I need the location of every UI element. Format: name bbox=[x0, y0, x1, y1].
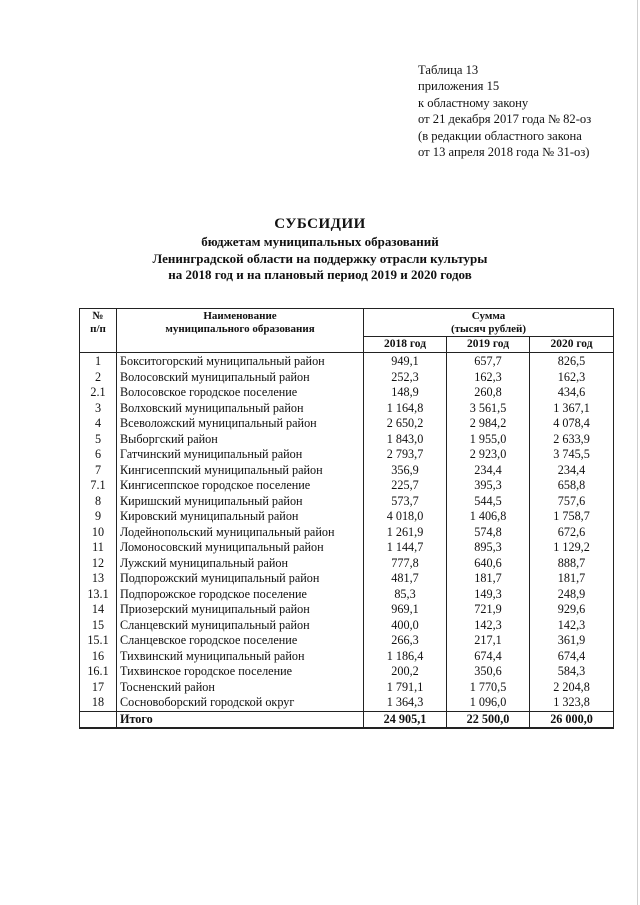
table-row bbox=[80, 618, 614, 634]
value-2020: 2 204,8 bbox=[530, 680, 614, 696]
table-row bbox=[80, 649, 614, 665]
row-number: 17 bbox=[80, 680, 117, 696]
value-2019: 217,1 bbox=[447, 633, 530, 649]
total-2020: 26 000,0 bbox=[530, 711, 614, 728]
header-name-line2: муниципального образования bbox=[165, 323, 315, 335]
value-2020: 757,6 bbox=[530, 494, 614, 510]
municipality-name: Бокситогорский муниципальный район bbox=[117, 353, 364, 370]
municipality-name: Сланцевский муниципальный район bbox=[117, 618, 364, 634]
municipality-name: Кировский муниципальный район bbox=[117, 509, 364, 525]
value-2019: 895,3 bbox=[447, 540, 530, 556]
municipality-name: Тихвинский муниципальный район bbox=[117, 649, 364, 665]
title-line: бюджетам муниципальных образований bbox=[201, 234, 439, 249]
value-2018: 200,2 bbox=[364, 664, 447, 680]
subsidies-table bbox=[79, 308, 614, 729]
value-2019: 721,9 bbox=[447, 602, 530, 618]
value-2018: 400,0 bbox=[364, 618, 447, 634]
value-2020: 672,6 bbox=[530, 525, 614, 541]
municipality-name: Приозерский муниципальный район bbox=[117, 602, 364, 618]
row-number: 11 bbox=[80, 540, 117, 556]
table-row bbox=[80, 401, 614, 417]
value-2018: 252,3 bbox=[364, 370, 447, 386]
annex-reference bbox=[418, 62, 591, 160]
table-row bbox=[80, 494, 614, 510]
value-2018: 1 791,1 bbox=[364, 680, 447, 696]
value-2020: 1 758,7 bbox=[530, 509, 614, 525]
header-year-2020: 2020 год bbox=[530, 337, 614, 353]
value-2018: 1 843,0 bbox=[364, 432, 447, 448]
value-2019: 3 561,5 bbox=[447, 401, 530, 417]
value-2020: 234,4 bbox=[530, 463, 614, 479]
value-2020: 361,9 bbox=[530, 633, 614, 649]
value-2020: 1 129,2 bbox=[530, 540, 614, 556]
value-2019: 395,3 bbox=[447, 478, 530, 494]
table-row bbox=[80, 385, 614, 401]
municipality-name: Сосновоборский городской округ bbox=[117, 695, 364, 711]
municipality-name: Волховский муниципальный район bbox=[117, 401, 364, 417]
value-2019: 142,3 bbox=[447, 618, 530, 634]
value-2020: 181,7 bbox=[530, 571, 614, 587]
table-row bbox=[80, 556, 614, 572]
document-title bbox=[0, 214, 640, 284]
value-2018: 949,1 bbox=[364, 353, 447, 370]
row-number: 14 bbox=[80, 602, 117, 618]
value-2020: 674,4 bbox=[530, 649, 614, 665]
header-name bbox=[117, 309, 364, 353]
value-2018: 1 186,4 bbox=[364, 649, 447, 665]
value-2019: 1 096,0 bbox=[447, 695, 530, 711]
municipality-name: Кингисеппское городское поселение bbox=[117, 478, 364, 494]
table-row bbox=[80, 602, 614, 618]
value-2018: 1 364,3 bbox=[364, 695, 447, 711]
value-2018: 85,3 bbox=[364, 587, 447, 603]
row-number: 2.1 bbox=[80, 385, 117, 401]
value-2020: 826,5 bbox=[530, 353, 614, 370]
value-2018: 4 018,0 bbox=[364, 509, 447, 525]
row-number: 2 bbox=[80, 370, 117, 386]
value-2019: 1 955,0 bbox=[447, 432, 530, 448]
municipality-name: Выборгский район bbox=[117, 432, 364, 448]
row-number: 7 bbox=[80, 463, 117, 479]
value-2019: 657,7 bbox=[447, 353, 530, 370]
row-number: 15 bbox=[80, 618, 117, 634]
value-2018: 148,9 bbox=[364, 385, 447, 401]
table-row bbox=[80, 680, 614, 696]
table-header-row bbox=[80, 309, 614, 337]
value-2019: 574,8 bbox=[447, 525, 530, 541]
row-number: 9 bbox=[80, 509, 117, 525]
value-2019: 149,3 bbox=[447, 587, 530, 603]
table-row bbox=[80, 478, 614, 494]
value-2018: 356,9 bbox=[364, 463, 447, 479]
value-2020: 434,6 bbox=[530, 385, 614, 401]
value-2018: 777,8 bbox=[364, 556, 447, 572]
annex-line: приложения 15 bbox=[418, 79, 500, 94]
row-number: 18 bbox=[80, 695, 117, 711]
title-main: СУБСИДИИ bbox=[274, 216, 366, 232]
table-row bbox=[80, 447, 614, 463]
municipality-name: Лодейнопольский муниципальный район bbox=[117, 525, 364, 541]
value-2019: 544,5 bbox=[447, 494, 530, 510]
municipality-name: Лужский муниципальный район bbox=[117, 556, 364, 572]
table-row bbox=[80, 587, 614, 603]
value-2019: 2 923,0 bbox=[447, 447, 530, 463]
value-2020: 2 633,9 bbox=[530, 432, 614, 448]
value-2019: 674,4 bbox=[447, 649, 530, 665]
row-number: 1 bbox=[80, 353, 117, 370]
value-2020: 888,7 bbox=[530, 556, 614, 572]
value-2019: 162,3 bbox=[447, 370, 530, 386]
table-row bbox=[80, 664, 614, 680]
municipality-name: Подпорожское городское поселение bbox=[117, 587, 364, 603]
row-number: 13 bbox=[80, 571, 117, 587]
value-2020: 1 323,8 bbox=[530, 695, 614, 711]
value-2019: 1 406,8 bbox=[447, 509, 530, 525]
value-2020: 1 367,1 bbox=[530, 401, 614, 417]
value-2019: 181,7 bbox=[447, 571, 530, 587]
value-2020: 929,6 bbox=[530, 602, 614, 618]
row-number: 16.1 bbox=[80, 664, 117, 680]
total-row bbox=[80, 711, 614, 728]
municipality-name: Тихвинское городское поселение bbox=[117, 664, 364, 680]
municipality-name: Сланцевское городское поселение bbox=[117, 633, 364, 649]
value-2019: 260,8 bbox=[447, 385, 530, 401]
municipality-name: Гатчинский муниципальный район bbox=[117, 447, 364, 463]
row-number: 12 bbox=[80, 556, 117, 572]
municipality-name: Киришский муниципальный район bbox=[117, 494, 364, 510]
annex-line: от 13 апреля 2018 года № 31-оз) bbox=[418, 145, 590, 160]
total-2018: 24 905,1 bbox=[364, 711, 447, 728]
value-2019: 234,4 bbox=[447, 463, 530, 479]
municipality-name: Волосовский муниципальный район bbox=[117, 370, 364, 386]
value-2018: 573,7 bbox=[364, 494, 447, 510]
title-line: Ленинградской области на поддержку отрасли культуры bbox=[152, 250, 488, 266]
table-row bbox=[80, 509, 614, 525]
total-number-cell bbox=[80, 711, 117, 728]
row-number: 6 bbox=[80, 447, 117, 463]
municipality-name: Подпорожский муниципальный район bbox=[117, 571, 364, 587]
header-year-2018: 2018 год bbox=[364, 337, 447, 353]
value-2018: 481,7 bbox=[364, 571, 447, 587]
municipality-name: Всеволожский муниципальный район bbox=[117, 416, 364, 432]
value-2020: 584,3 bbox=[530, 664, 614, 680]
value-2020: 142,3 bbox=[530, 618, 614, 634]
table-row bbox=[80, 525, 614, 541]
scan-edge-line bbox=[637, 0, 638, 905]
value-2018: 1 144,7 bbox=[364, 540, 447, 556]
value-2019: 640,6 bbox=[447, 556, 530, 572]
header-year-2019: 2019 год bbox=[447, 337, 530, 353]
total-label: Итого bbox=[117, 711, 364, 728]
value-2018: 1 261,9 bbox=[364, 525, 447, 541]
row-number: 10 bbox=[80, 525, 117, 541]
value-2018: 266,3 bbox=[364, 633, 447, 649]
header-number-line1: № bbox=[92, 310, 104, 322]
value-2018: 225,7 bbox=[364, 478, 447, 494]
value-2020: 248,9 bbox=[530, 587, 614, 603]
row-number: 15.1 bbox=[80, 633, 117, 649]
table-row bbox=[80, 370, 614, 386]
table-row bbox=[80, 540, 614, 556]
header-number bbox=[80, 309, 117, 353]
row-number: 4 bbox=[80, 416, 117, 432]
row-number: 5 bbox=[80, 432, 117, 448]
row-number: 3 bbox=[80, 401, 117, 417]
value-2019: 350,6 bbox=[447, 664, 530, 680]
table-row bbox=[80, 695, 614, 711]
row-number: 13.1 bbox=[80, 587, 117, 603]
table-row bbox=[80, 463, 614, 479]
annex-line: от 21 декабря 2017 года № 82-оз bbox=[418, 112, 592, 127]
municipality-name: Ломоносовский муниципальный район bbox=[117, 540, 364, 556]
header-sum-line2: (тысяч рублей) bbox=[450, 323, 527, 335]
table-body bbox=[80, 353, 614, 712]
annex-line: Таблица 13 bbox=[418, 63, 479, 77]
annex-line: к областному закону bbox=[418, 95, 529, 110]
value-2020: 162,3 bbox=[530, 370, 614, 386]
row-number: 7.1 bbox=[80, 478, 117, 494]
value-2018: 2 793,7 bbox=[364, 447, 447, 463]
annex-line: (в редакции областного закона bbox=[418, 128, 582, 143]
municipality-name: Кингисеппский муниципальный район bbox=[117, 463, 364, 479]
value-2020: 658,8 bbox=[530, 478, 614, 494]
value-2020: 3 745,5 bbox=[530, 447, 614, 463]
value-2020: 4 078,4 bbox=[530, 416, 614, 432]
header-sum bbox=[364, 309, 614, 337]
municipality-name: Волосовское городское поселение bbox=[117, 385, 364, 401]
value-2019: 2 984,2 bbox=[447, 416, 530, 432]
table-row bbox=[80, 353, 614, 370]
header-sum-line1: Сумма bbox=[471, 310, 506, 322]
title-line: на 2018 год и на плановый период 2019 и 2020 годов bbox=[168, 267, 472, 282]
table-row bbox=[80, 571, 614, 587]
row-number: 16 bbox=[80, 649, 117, 665]
row-number: 8 bbox=[80, 494, 117, 510]
value-2018: 2 650,2 bbox=[364, 416, 447, 432]
total-2019: 22 500,0 bbox=[447, 711, 530, 728]
value-2018: 1 164,8 bbox=[364, 401, 447, 417]
table-row bbox=[80, 416, 614, 432]
table-row bbox=[80, 633, 614, 649]
municipality-name: Тосненский район bbox=[117, 680, 364, 696]
header-number-line2: п/п bbox=[90, 323, 106, 335]
value-2018: 969,1 bbox=[364, 602, 447, 618]
header-name-line1: Наименование bbox=[203, 310, 277, 322]
value-2019: 1 770,5 bbox=[447, 680, 530, 696]
table-row bbox=[80, 432, 614, 448]
